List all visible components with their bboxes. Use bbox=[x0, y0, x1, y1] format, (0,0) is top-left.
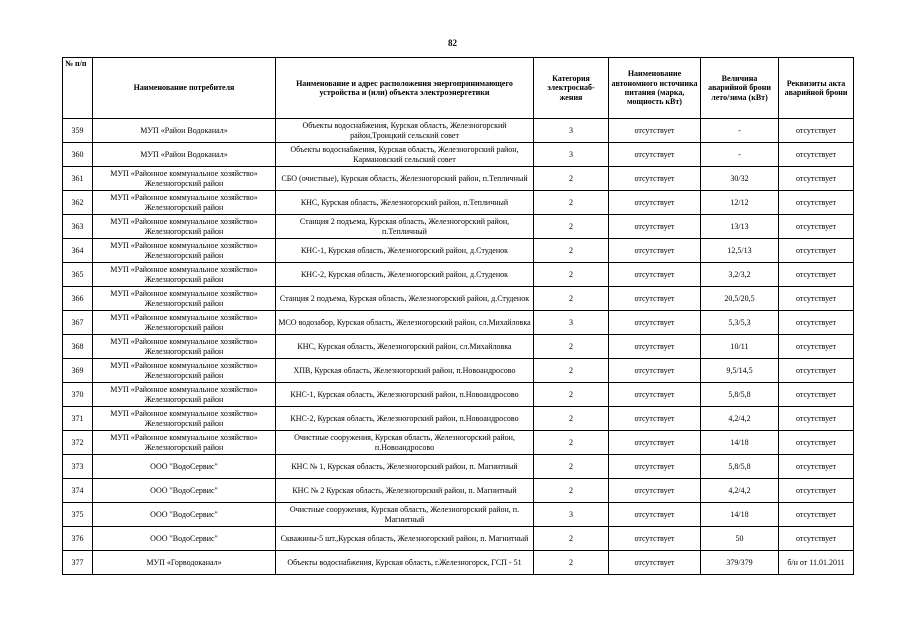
table-row bbox=[63, 431, 854, 455]
row-number: 377 bbox=[63, 551, 93, 575]
header-object: Наименование и адрес расположения энергопринимающего устройства и (или) объекта электроэнергетики bbox=[276, 58, 534, 119]
backup-source: отсутствует bbox=[609, 119, 701, 143]
table-row bbox=[63, 191, 854, 215]
row-number: 368 bbox=[63, 335, 93, 359]
object-address: Очистные сооружения, Курская область, Железногорский район, п. Магнитный bbox=[276, 503, 534, 527]
act-details: отсутствует bbox=[779, 215, 854, 239]
consumer-name: ООО "ВодоСервис" bbox=[93, 503, 276, 527]
emergency-reserve: 5,3/5,3 bbox=[701, 311, 779, 335]
emergency-reserve: 10/11 bbox=[701, 335, 779, 359]
backup-source: отсутствует bbox=[609, 431, 701, 455]
row-number: 360 bbox=[63, 143, 93, 167]
row-number: 371 bbox=[63, 407, 93, 431]
act-details: отсутствует bbox=[779, 335, 854, 359]
table-row bbox=[63, 407, 854, 431]
supply-category: 2 bbox=[534, 431, 609, 455]
object-address: ХПВ, Курская область, Железногорский район, п.Новоандросово bbox=[276, 359, 534, 383]
row-number: 362 bbox=[63, 191, 93, 215]
consumer-name: МУП «Районное коммунальное хозяйство» Железногорский район bbox=[93, 167, 276, 191]
consumer-name: ООО "ВодоСервис" bbox=[93, 479, 276, 503]
row-number: 376 bbox=[63, 527, 93, 551]
act-details: отсутствует bbox=[779, 359, 854, 383]
supply-category: 2 bbox=[534, 215, 609, 239]
row-number: 374 bbox=[63, 479, 93, 503]
table-row bbox=[63, 359, 854, 383]
act-details: отсутствует bbox=[779, 167, 854, 191]
object-address: Очистные сооружения, Курская область, Железногорский район, п.Новоандросово bbox=[276, 431, 534, 455]
emergency-reserve: - bbox=[701, 119, 779, 143]
object-address: Станция 2 подъема, Курская область, Железногорский район, д.Студенок bbox=[276, 287, 534, 311]
table-row bbox=[63, 239, 854, 263]
header-num: № п/п bbox=[63, 58, 93, 119]
table-row bbox=[63, 215, 854, 239]
emergency-reserve: 5,8/5,8 bbox=[701, 383, 779, 407]
backup-source: отсутствует bbox=[609, 359, 701, 383]
object-address: Станция 2 подъема, Курская область, Железногорский район, п.Тепличный bbox=[276, 215, 534, 239]
act-details: б/н от 11.01.2011 bbox=[779, 551, 854, 575]
row-number: 366 bbox=[63, 287, 93, 311]
supply-category: 2 bbox=[534, 287, 609, 311]
consumer-name: МУП «Районное коммунальное хозяйство» Железногорский район bbox=[93, 215, 276, 239]
table-row bbox=[63, 311, 854, 335]
header-category: Категория электроснаб-жения bbox=[534, 58, 609, 119]
supply-category: 2 bbox=[534, 191, 609, 215]
header-reserve: Величина аварийной брони лето/зима (кВт) bbox=[701, 58, 779, 119]
table-row bbox=[63, 335, 854, 359]
emergency-reserve: 12,5/13 bbox=[701, 239, 779, 263]
object-address: Объекты водоснабжения, Курская область, Железногорский район, Кармановский сельский совет bbox=[276, 143, 534, 167]
consumer-name: МУП «Районное коммунальное хозяйство» Железногорский район bbox=[93, 311, 276, 335]
consumer-name: ООО "ВодоСервис" bbox=[93, 527, 276, 551]
supply-category: 2 bbox=[534, 407, 609, 431]
table-row bbox=[63, 119, 854, 143]
supply-category: 2 bbox=[534, 239, 609, 263]
page-number: 82 bbox=[448, 38, 457, 48]
row-number: 361 bbox=[63, 167, 93, 191]
consumer-name: МУП «Горводоканал» bbox=[93, 551, 276, 575]
object-address: Объекты водоснабжения, Курская область, г.Железногорск, ГСП - 51 bbox=[276, 551, 534, 575]
supply-category: 2 bbox=[534, 335, 609, 359]
backup-source: отсутствует bbox=[609, 551, 701, 575]
emergency-reserve: 12/12 bbox=[701, 191, 779, 215]
object-address: КНС, Курская область, Железногорский район, сл.Михайловка bbox=[276, 335, 534, 359]
backup-source: отсутствует bbox=[609, 407, 701, 431]
backup-source: отсутствует bbox=[609, 527, 701, 551]
consumer-name: МУП «Районное коммунальное хозяйство» Железногорский район bbox=[93, 287, 276, 311]
object-address: СБО (очистные), Курская область, Железногорский район, п.Тепличный bbox=[276, 167, 534, 191]
object-address: КНС-2, Курская область, Железногорский район, д.Студенок bbox=[276, 263, 534, 287]
backup-source: отсутствует bbox=[609, 263, 701, 287]
emergency-reserve: 4,2/4,2 bbox=[701, 479, 779, 503]
emergency-reserve: 30/32 bbox=[701, 167, 779, 191]
row-number: 369 bbox=[63, 359, 93, 383]
emergency-reserve: 3,2/3,2 bbox=[701, 263, 779, 287]
object-address: КНС-1, Курская область, Железногорский район, д.Студенок bbox=[276, 239, 534, 263]
header-source: Наименование автономного источника питания (марка, мощность кВт) bbox=[609, 58, 701, 119]
consumer-name: МУП «Районное коммунальное хозяйство» Железногорский район bbox=[93, 407, 276, 431]
header-act: Реквизиты акта аварийной брони bbox=[779, 58, 854, 119]
supply-category: 2 bbox=[534, 167, 609, 191]
table-row bbox=[63, 503, 854, 527]
row-number: 364 bbox=[63, 239, 93, 263]
backup-source: отсутствует bbox=[609, 287, 701, 311]
emergency-reserve: 4,2/4,2 bbox=[701, 407, 779, 431]
row-number: 359 bbox=[63, 119, 93, 143]
supply-category: 3 bbox=[534, 311, 609, 335]
act-details: отсутствует bbox=[779, 455, 854, 479]
supply-category: 2 bbox=[534, 527, 609, 551]
object-address: КНС-2, Курская область, Железногорский район, п.Новоандросово bbox=[276, 407, 534, 431]
row-number: 367 bbox=[63, 311, 93, 335]
consumer-name: МУП «Район Водоканал» bbox=[93, 119, 276, 143]
object-address: КНС № 2 Курская область, Железногорский район, п. Магнитный bbox=[276, 479, 534, 503]
act-details: отсутствует bbox=[779, 383, 854, 407]
row-number: 375 bbox=[63, 503, 93, 527]
act-details: отсутствует bbox=[779, 143, 854, 167]
row-number: 373 bbox=[63, 455, 93, 479]
supply-category: 2 bbox=[534, 263, 609, 287]
row-number: 370 bbox=[63, 383, 93, 407]
object-address: КНС-1, Курская область, Железногорский район, п.Новоандросово bbox=[276, 383, 534, 407]
header-row bbox=[63, 58, 854, 119]
emergency-reserve: 5,8/5,8 bbox=[701, 455, 779, 479]
act-details: отсутствует bbox=[779, 287, 854, 311]
consumer-name: МУП «Районное коммунальное хозяйство» Железногорский район bbox=[93, 431, 276, 455]
table-row bbox=[63, 527, 854, 551]
supply-category: 2 bbox=[534, 551, 609, 575]
consumer-name: ООО "ВодоСервис" bbox=[93, 455, 276, 479]
backup-source: отсутствует bbox=[609, 191, 701, 215]
consumer-name: МУП «Районное коммунальное хозяйство» Железногорский район bbox=[93, 383, 276, 407]
emergency-reserve: 14/18 bbox=[701, 431, 779, 455]
consumer-name: МУП «Районное коммунальное хозяйство» Железногорский район bbox=[93, 263, 276, 287]
act-details: отсутствует bbox=[779, 311, 854, 335]
supply-category: 3 bbox=[534, 143, 609, 167]
supply-category: 3 bbox=[534, 119, 609, 143]
supply-category: 2 bbox=[534, 455, 609, 479]
table-row bbox=[63, 455, 854, 479]
supply-category: 2 bbox=[534, 479, 609, 503]
object-address: КНС № 1, Курская область, Железногорский район, п. Магнитный bbox=[276, 455, 534, 479]
emergency-reserve: 9,5/14,5 bbox=[701, 359, 779, 383]
act-details: отсутствует bbox=[779, 407, 854, 431]
row-number: 363 bbox=[63, 215, 93, 239]
table-row bbox=[63, 287, 854, 311]
act-details: отсутствует bbox=[779, 119, 854, 143]
emergency-reserve: 14/18 bbox=[701, 503, 779, 527]
backup-source: отсутствует bbox=[609, 311, 701, 335]
consumer-name: МУП «Район Водоканал» bbox=[93, 143, 276, 167]
row-number: 365 bbox=[63, 263, 93, 287]
object-address: Скважины-5 шт.,Курская область, Железногорский район, п. Магнитный bbox=[276, 527, 534, 551]
act-details: отсутствует bbox=[779, 263, 854, 287]
object-address: КНС, Курская область, Железногорский район, п.Тепличный bbox=[276, 191, 534, 215]
table-row bbox=[63, 479, 854, 503]
emergency-reserve: 379/379 bbox=[701, 551, 779, 575]
emergency-reserve: - bbox=[701, 143, 779, 167]
table-row bbox=[63, 551, 854, 575]
row-number: 372 bbox=[63, 431, 93, 455]
emergency-reserve: 50 bbox=[701, 527, 779, 551]
backup-source: отсутствует bbox=[609, 479, 701, 503]
table-row bbox=[63, 263, 854, 287]
table-row bbox=[63, 167, 854, 191]
backup-source: отсутствует bbox=[609, 455, 701, 479]
consumer-name: МУП «Районное коммунальное хозяйство» Железногорский район bbox=[93, 239, 276, 263]
consumer-name: МУП «Районное коммунальное хозяйство» Железногорский район bbox=[93, 335, 276, 359]
table-row bbox=[63, 383, 854, 407]
act-details: отсутствует bbox=[779, 503, 854, 527]
supply-category: 2 bbox=[534, 383, 609, 407]
backup-source: отсутствует bbox=[609, 215, 701, 239]
header-consumer: Наименование потребителя bbox=[93, 58, 276, 119]
emergency-reserve: 13/13 bbox=[701, 215, 779, 239]
backup-source: отсутствует bbox=[609, 239, 701, 263]
supply-category: 2 bbox=[534, 359, 609, 383]
emergency-reserve: 20,5/20,5 bbox=[701, 287, 779, 311]
object-address: Объекты водоснабжения, Курская область, Железногорский район,Троицкий сельский совет bbox=[276, 119, 534, 143]
backup-source: отсутствует bbox=[609, 383, 701, 407]
backup-source: отсутствует bbox=[609, 167, 701, 191]
consumer-name: МУП «Районное коммунальное хозяйство» Железногорский район bbox=[93, 359, 276, 383]
supply-category: 3 bbox=[534, 503, 609, 527]
act-details: отсутствует bbox=[779, 479, 854, 503]
backup-source: отсутствует bbox=[609, 335, 701, 359]
consumer-name: МУП «Районное коммунальное хозяйство» Железногорский район bbox=[93, 191, 276, 215]
act-details: отсутствует bbox=[779, 431, 854, 455]
act-details: отсутствует bbox=[779, 527, 854, 551]
object-address: МСО водозабор, Курская область, Железногорский район, сл.Михайловка bbox=[276, 311, 534, 335]
backup-source: отсутствует bbox=[609, 143, 701, 167]
table-row bbox=[63, 143, 854, 167]
backup-source: отсутствует bbox=[609, 503, 701, 527]
act-details: отсутствует bbox=[779, 239, 854, 263]
emergency-reserve-table bbox=[62, 57, 854, 575]
act-details: отсутствует bbox=[779, 191, 854, 215]
